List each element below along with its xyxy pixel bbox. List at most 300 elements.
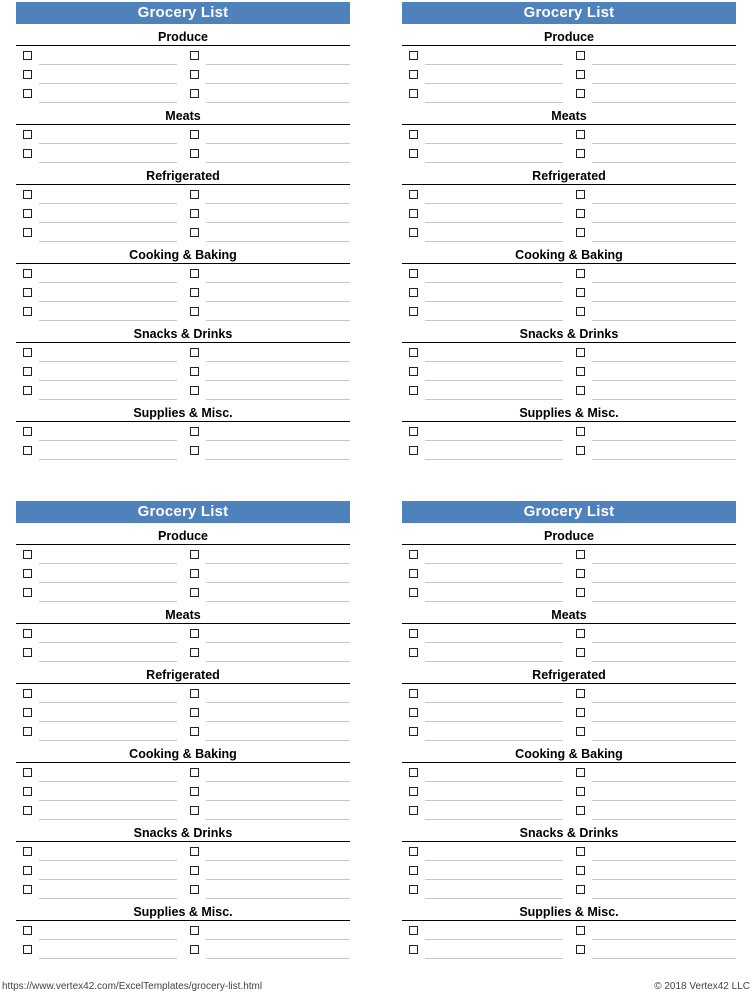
checkbox[interactable]	[409, 727, 418, 736]
checkbox[interactable]	[576, 926, 585, 935]
checkbox[interactable]	[576, 269, 585, 278]
checkbox[interactable]	[23, 708, 32, 717]
item-entry-line[interactable]	[592, 624, 736, 643]
checkbox[interactable]	[190, 348, 199, 357]
checkbox[interactable]	[23, 588, 32, 597]
list-item	[183, 763, 350, 782]
item-entry-line[interactable]	[206, 185, 350, 204]
list-item	[569, 684, 736, 703]
item-entry-line[interactable]	[425, 643, 563, 662]
list-item	[402, 362, 569, 381]
list-item	[569, 861, 736, 880]
checkbox[interactable]	[23, 386, 32, 395]
checkbox[interactable]	[23, 51, 32, 60]
item-entry-line[interactable]	[592, 940, 736, 959]
list-item	[16, 624, 183, 643]
checkbox[interactable]	[576, 689, 585, 698]
checkbox[interactable]	[409, 446, 418, 455]
checkbox[interactable]	[576, 70, 585, 79]
checkbox[interactable]	[23, 228, 32, 237]
checkbox[interactable]	[23, 70, 32, 79]
checkbox[interactable]	[190, 629, 199, 638]
list-item	[183, 144, 350, 163]
list-row	[402, 801, 736, 820]
item-entry-line[interactable]	[206, 441, 350, 460]
checkbox[interactable]	[23, 945, 32, 954]
item-entry-line[interactable]	[425, 223, 563, 242]
checkbox[interactable]	[190, 787, 199, 796]
item-entry-line[interactable]	[206, 144, 350, 163]
list-item	[402, 185, 569, 204]
list-item	[183, 302, 350, 321]
list-item	[402, 204, 569, 223]
item-entry-line[interactable]	[39, 302, 177, 321]
card-title: Grocery List	[16, 501, 350, 523]
item-entry-line[interactable]	[425, 583, 563, 602]
checkbox[interactable]	[409, 307, 418, 316]
checkbox[interactable]	[190, 648, 199, 657]
section-title: Refrigerated	[16, 168, 350, 185]
checkbox[interactable]	[23, 209, 32, 218]
item-entry-line[interactable]	[592, 362, 736, 381]
item-entry-line[interactable]	[592, 144, 736, 163]
item-entry-line[interactable]	[592, 801, 736, 820]
checkbox[interactable]	[576, 866, 585, 875]
item-entry-line[interactable]	[592, 880, 736, 899]
item-entry-line[interactable]	[425, 782, 563, 801]
item-entry-line[interactable]	[206, 223, 350, 242]
item-entry-line[interactable]	[206, 842, 350, 861]
item-entry-line[interactable]	[206, 703, 350, 722]
list-item	[402, 84, 569, 103]
item-entry-line[interactable]	[592, 782, 736, 801]
list-row	[402, 84, 736, 103]
section	[402, 667, 736, 741]
checkbox[interactable]	[576, 228, 585, 237]
item-entry-line[interactable]	[39, 223, 177, 242]
list-item	[16, 441, 183, 460]
item-entry-line[interactable]	[206, 65, 350, 84]
item-entry-line[interactable]	[39, 763, 177, 782]
section-title: Snacks & Drinks	[16, 326, 350, 343]
checkbox[interactable]	[23, 926, 32, 935]
item-entry-line[interactable]	[592, 283, 736, 302]
item-entry-line[interactable]	[39, 343, 177, 362]
checkbox[interactable]	[576, 190, 585, 199]
checkbox[interactable]	[576, 367, 585, 376]
checkbox[interactable]	[23, 866, 32, 875]
item-entry-line[interactable]	[425, 763, 563, 782]
checkbox[interactable]	[576, 847, 585, 856]
item-entry-line[interactable]	[206, 880, 350, 899]
checkbox[interactable]	[576, 550, 585, 559]
item-entry-line[interactable]	[592, 223, 736, 242]
item-entry-line[interactable]	[592, 185, 736, 204]
item-entry-line[interactable]	[206, 624, 350, 643]
list-row	[16, 763, 350, 782]
checkbox[interactable]	[576, 348, 585, 357]
checkbox[interactable]	[409, 648, 418, 657]
item-entry-line[interactable]	[39, 921, 177, 940]
item-entry-line[interactable]	[39, 545, 177, 564]
item-entry-line[interactable]	[39, 583, 177, 602]
item-entry-line[interactable]	[425, 722, 563, 741]
item-entry-line[interactable]	[592, 564, 736, 583]
item-entry-line[interactable]	[206, 84, 350, 103]
checkbox[interactable]	[409, 885, 418, 894]
list-row	[16, 65, 350, 84]
checkbox[interactable]	[23, 89, 32, 98]
checkbox[interactable]	[23, 149, 32, 158]
item-entry-line[interactable]	[39, 46, 177, 65]
checkbox[interactable]	[409, 866, 418, 875]
item-entry-line[interactable]	[206, 46, 350, 65]
checkbox[interactable]	[576, 307, 585, 316]
checkbox[interactable]	[190, 209, 199, 218]
checkbox[interactable]	[576, 648, 585, 657]
item-entry-line[interactable]	[39, 722, 177, 741]
item-entry-line[interactable]	[206, 643, 350, 662]
checkbox[interactable]	[23, 130, 32, 139]
item-entry-line[interactable]	[425, 624, 563, 643]
item-entry-line[interactable]	[39, 624, 177, 643]
list-row	[16, 144, 350, 163]
item-entry-line[interactable]	[39, 643, 177, 662]
checkbox[interactable]	[409, 569, 418, 578]
item-entry-line[interactable]	[206, 125, 350, 144]
item-entry-line[interactable]	[592, 861, 736, 880]
checkbox[interactable]	[23, 629, 32, 638]
checkbox[interactable]	[576, 89, 585, 98]
checkbox[interactable]	[409, 51, 418, 60]
item-entry-line[interactable]	[592, 65, 736, 84]
item-entry-line[interactable]	[206, 422, 350, 441]
item-entry-line[interactable]	[206, 264, 350, 283]
list-item	[183, 362, 350, 381]
checkbox[interactable]	[190, 386, 199, 395]
item-entry-line[interactable]	[39, 703, 177, 722]
checkbox[interactable]	[576, 806, 585, 815]
item-entry-line[interactable]	[39, 84, 177, 103]
item-entry-line[interactable]	[206, 921, 350, 940]
checkbox[interactable]	[190, 51, 199, 60]
item-entry-line[interactable]	[39, 204, 177, 223]
checkbox[interactable]	[409, 269, 418, 278]
checkbox[interactable]	[23, 348, 32, 357]
checkbox[interactable]	[190, 269, 199, 278]
item-entry-line[interactable]	[425, 65, 563, 84]
item-entry-line[interactable]	[39, 125, 177, 144]
item-entry-line[interactable]	[425, 84, 563, 103]
item-entry-line[interactable]	[592, 684, 736, 703]
footer-url[interactable]: https://www.vertex42.com/ExcelTemplates/grocery-list.html	[2, 981, 263, 992]
checkbox[interactable]	[23, 787, 32, 796]
item-entry-line[interactable]	[206, 722, 350, 741]
checkbox[interactable]	[23, 269, 32, 278]
checkbox[interactable]	[409, 89, 418, 98]
checkbox[interactable]	[23, 727, 32, 736]
item-entry-line[interactable]	[206, 801, 350, 820]
item-entry-line[interactable]	[39, 782, 177, 801]
checkbox[interactable]	[576, 386, 585, 395]
list-row	[16, 362, 350, 381]
checkbox[interactable]	[23, 806, 32, 815]
checkbox[interactable]	[23, 768, 32, 777]
item-entry-line[interactable]	[206, 583, 350, 602]
item-entry-line[interactable]	[592, 381, 736, 400]
list-row	[402, 564, 736, 583]
checkbox[interactable]	[190, 367, 199, 376]
item-entry-line[interactable]	[592, 722, 736, 741]
list-item	[569, 84, 736, 103]
item-entry-line[interactable]	[206, 381, 350, 400]
list-item	[16, 46, 183, 65]
checkbox[interactable]	[409, 149, 418, 158]
checkbox[interactable]	[576, 588, 585, 597]
checkbox[interactable]	[23, 648, 32, 657]
checkbox[interactable]	[23, 550, 32, 559]
checkbox[interactable]	[576, 149, 585, 158]
list-item	[402, 264, 569, 283]
checkbox[interactable]	[409, 708, 418, 717]
item-entry-line[interactable]	[592, 763, 736, 782]
item-entry-line[interactable]	[425, 880, 563, 899]
item-entry-line[interactable]	[425, 283, 563, 302]
checkbox[interactable]	[190, 885, 199, 894]
checkbox[interactable]	[190, 550, 199, 559]
item-entry-line[interactable]	[592, 921, 736, 940]
item-entry-line[interactable]	[39, 283, 177, 302]
item-entry-line[interactable]	[425, 684, 563, 703]
item-entry-line[interactable]	[425, 204, 563, 223]
item-entry-line[interactable]	[592, 302, 736, 321]
checkbox[interactable]	[190, 708, 199, 717]
checkbox[interactable]	[23, 288, 32, 297]
item-entry-line[interactable]	[425, 861, 563, 880]
checkbox[interactable]	[23, 307, 32, 316]
checkbox[interactable]	[190, 569, 199, 578]
list-row	[16, 223, 350, 242]
checkbox[interactable]	[409, 926, 418, 935]
checkbox[interactable]	[190, 926, 199, 935]
item-entry-line[interactable]	[39, 801, 177, 820]
checkbox[interactable]	[190, 847, 199, 856]
item-entry-line[interactable]	[206, 684, 350, 703]
item-entry-line[interactable]	[206, 782, 350, 801]
item-entry-line[interactable]	[592, 84, 736, 103]
checkbox[interactable]	[576, 727, 585, 736]
item-entry-line[interactable]	[592, 703, 736, 722]
list-item	[569, 264, 736, 283]
list-item	[183, 921, 350, 940]
checkbox[interactable]	[190, 446, 199, 455]
list-row	[402, 722, 736, 741]
item-entry-line[interactable]	[39, 422, 177, 441]
item-entry-line[interactable]	[39, 362, 177, 381]
item-entry-line[interactable]	[592, 46, 736, 65]
checkbox[interactable]	[190, 427, 199, 436]
checkbox[interactable]	[409, 130, 418, 139]
item-entry-line[interactable]	[39, 144, 177, 163]
item-entry-line[interactable]	[39, 65, 177, 84]
list-item	[183, 381, 350, 400]
item-entry-line[interactable]	[425, 441, 563, 460]
item-entry-line[interactable]	[206, 204, 350, 223]
item-entry-line[interactable]	[425, 362, 563, 381]
item-entry-line[interactable]	[39, 381, 177, 400]
checkbox[interactable]	[23, 190, 32, 199]
item-entry-line[interactable]	[425, 144, 563, 163]
item-entry-line[interactable]	[592, 441, 736, 460]
checkbox[interactable]	[23, 427, 32, 436]
item-entry-line[interactable]	[592, 545, 736, 564]
checkbox[interactable]	[409, 386, 418, 395]
item-entry-line[interactable]	[425, 545, 563, 564]
item-entry-line[interactable]	[39, 441, 177, 460]
item-entry-line[interactable]	[206, 343, 350, 362]
checkbox[interactable]	[190, 727, 199, 736]
item-entry-line[interactable]	[39, 861, 177, 880]
item-entry-line[interactable]	[425, 46, 563, 65]
item-entry-line[interactable]	[592, 422, 736, 441]
checkbox[interactable]	[576, 787, 585, 796]
checkbox[interactable]	[23, 569, 32, 578]
checkbox[interactable]	[409, 348, 418, 357]
checkbox[interactable]	[190, 689, 199, 698]
checkbox[interactable]	[409, 228, 418, 237]
item-entry-line[interactable]	[425, 381, 563, 400]
checkbox[interactable]	[576, 130, 585, 139]
item-entry-line[interactable]	[39, 185, 177, 204]
checkbox[interactable]	[190, 190, 199, 199]
item-entry-line[interactable]	[39, 564, 177, 583]
list-row	[402, 264, 736, 283]
item-entry-line[interactable]	[39, 684, 177, 703]
checkbox[interactable]	[409, 427, 418, 436]
item-entry-line[interactable]	[39, 940, 177, 959]
item-entry-line[interactable]	[425, 422, 563, 441]
item-entry-line[interactable]	[425, 801, 563, 820]
checkbox[interactable]	[190, 588, 199, 597]
section	[16, 405, 350, 460]
checkbox[interactable]	[23, 885, 32, 894]
checkbox[interactable]	[576, 629, 585, 638]
checkbox[interactable]	[576, 446, 585, 455]
checkbox[interactable]	[409, 629, 418, 638]
checkbox[interactable]	[576, 288, 585, 297]
item-entry-line[interactable]	[39, 842, 177, 861]
item-entry-line[interactable]	[425, 940, 563, 959]
item-entry-line[interactable]	[39, 264, 177, 283]
item-entry-line[interactable]	[425, 921, 563, 940]
checkbox[interactable]	[23, 367, 32, 376]
checkbox[interactable]	[23, 446, 32, 455]
list-item	[16, 940, 183, 959]
item-entry-line[interactable]	[592, 204, 736, 223]
checkbox[interactable]	[409, 288, 418, 297]
checkbox[interactable]	[409, 689, 418, 698]
item-entry-line[interactable]	[592, 125, 736, 144]
checkbox[interactable]	[190, 228, 199, 237]
item-entry-line[interactable]	[425, 185, 563, 204]
checkbox[interactable]	[409, 70, 418, 79]
checkbox[interactable]	[23, 689, 32, 698]
item-entry-line[interactable]	[425, 842, 563, 861]
item-entry-line[interactable]	[592, 264, 736, 283]
item-entry-line[interactable]	[425, 703, 563, 722]
checkbox[interactable]	[576, 885, 585, 894]
item-entry-line[interactable]	[206, 302, 350, 321]
checkbox[interactable]	[190, 149, 199, 158]
checkbox[interactable]	[576, 51, 585, 60]
item-entry-line[interactable]	[425, 302, 563, 321]
checkbox[interactable]	[190, 307, 199, 316]
checkbox[interactable]	[576, 708, 585, 717]
checkbox[interactable]	[409, 787, 418, 796]
item-entry-line[interactable]	[206, 283, 350, 302]
section-title: Snacks & Drinks	[16, 825, 350, 842]
item-entry-line[interactable]	[206, 545, 350, 564]
list-item	[402, 921, 569, 940]
checkbox[interactable]	[409, 209, 418, 218]
item-entry-line[interactable]	[425, 264, 563, 283]
checkbox[interactable]	[409, 367, 418, 376]
checkbox[interactable]	[409, 588, 418, 597]
checkbox[interactable]	[190, 89, 199, 98]
list-item	[569, 782, 736, 801]
checkbox[interactable]	[409, 768, 418, 777]
list-item	[16, 583, 183, 602]
list-row	[16, 46, 350, 65]
checkbox[interactable]	[576, 768, 585, 777]
item-entry-line[interactable]	[206, 763, 350, 782]
item-entry-line[interactable]	[39, 880, 177, 899]
checkbox[interactable]	[576, 209, 585, 218]
checkbox[interactable]	[409, 190, 418, 199]
list-item	[16, 422, 183, 441]
item-entry-line[interactable]	[206, 861, 350, 880]
item-entry-line[interactable]	[425, 564, 563, 583]
checkbox[interactable]	[409, 847, 418, 856]
checkbox[interactable]	[23, 847, 32, 856]
checkbox[interactable]	[190, 768, 199, 777]
list-item	[183, 65, 350, 84]
item-entry-line[interactable]	[592, 643, 736, 662]
checkbox[interactable]	[576, 569, 585, 578]
item-entry-line[interactable]	[425, 343, 563, 362]
item-entry-line[interactable]	[592, 343, 736, 362]
item-entry-line[interactable]	[592, 842, 736, 861]
item-entry-line[interactable]	[592, 583, 736, 602]
checkbox[interactable]	[409, 945, 418, 954]
checkbox[interactable]	[190, 945, 199, 954]
item-entry-line[interactable]	[206, 362, 350, 381]
checkbox[interactable]	[190, 288, 199, 297]
item-entry-line[interactable]	[206, 940, 350, 959]
section	[16, 247, 350, 321]
list-item	[16, 861, 183, 880]
checkbox[interactable]	[576, 427, 585, 436]
item-entry-line[interactable]	[425, 125, 563, 144]
checkbox[interactable]	[190, 130, 199, 139]
checkbox[interactable]	[576, 945, 585, 954]
checkbox[interactable]	[409, 806, 418, 815]
checkbox[interactable]	[190, 866, 199, 875]
checkbox[interactable]	[190, 806, 199, 815]
item-entry-line[interactable]	[206, 564, 350, 583]
checkbox[interactable]	[409, 550, 418, 559]
checkbox[interactable]	[190, 70, 199, 79]
